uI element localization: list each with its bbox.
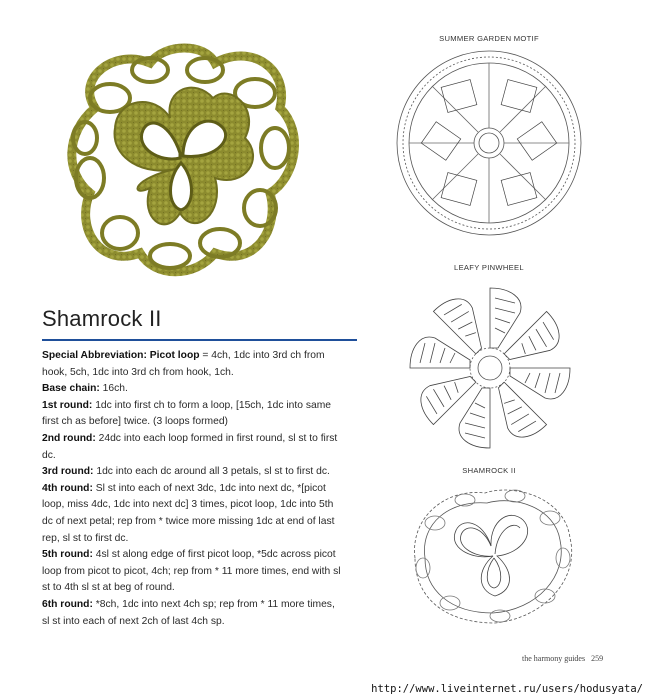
shamrock-ii-caption: SHAMROCK II xyxy=(462,466,516,475)
watermark-url: http://www.liveinternet.ru/users/hodusyata/ xyxy=(371,683,643,695)
shamrock-ii-crochet-photo xyxy=(55,38,305,278)
round-4: 4th round: Sl st into each of next 3dc, 1dc into next dc, *[picot loop, miss 4dc, 1dc into next dc] 3 times, picot loop, 1dc into 5th dc of next petal; rep from * twice more missing 1dc at end of last rep, sl st to first dc. xyxy=(42,482,335,544)
pattern-instructions xyxy=(42,348,342,630)
round-6: 6th round: *8ch, 1dc into next 4ch sp; rep from * 11 more times, sl st into each of next 2ch of last 4ch sp. xyxy=(42,598,335,627)
page-title: Shamrock II xyxy=(42,306,162,331)
page-footer xyxy=(522,654,603,663)
leafy-pinwheel-caption: LEAFY PINWHEEL xyxy=(454,263,524,272)
base-chain: Base chain: 16ch. xyxy=(42,383,128,395)
title-underline xyxy=(42,339,357,341)
round-2: 2nd round: 24dc into each loop formed in first round, sl st to first dc. xyxy=(42,432,338,461)
round-1: 1st round: 1dc into first ch to form a loop, [15ch, 1dc into same first ch as before] twice. (3 loops formed) xyxy=(42,399,332,428)
round-3: 3rd round: 1dc into each dc around all 3 petals, sl st to first dc. xyxy=(42,466,330,478)
special-abbreviation: Special Abbreviation: Picot loop = 4ch, 1dc into 3rd ch from hook, 5ch, 1dc into 3rd ch from hook, 1ch. xyxy=(42,350,325,378)
shamrock-ii-diagram xyxy=(405,478,580,628)
book-title: the harmony guides xyxy=(522,654,586,663)
summer-garden-caption: SUMMER GARDEN MOTIF xyxy=(439,34,539,43)
round-5: 5th round: 4sl st along edge of first picot loop, *5dc across picot loop from picot to picot, 4ch; rep from * 11 more times, end with sl st to 4th sl st at beg of round. xyxy=(42,549,341,594)
summer-garden-diagram xyxy=(394,48,584,238)
leafy-pinwheel-diagram xyxy=(400,278,580,458)
page-number: 259 xyxy=(591,654,604,663)
